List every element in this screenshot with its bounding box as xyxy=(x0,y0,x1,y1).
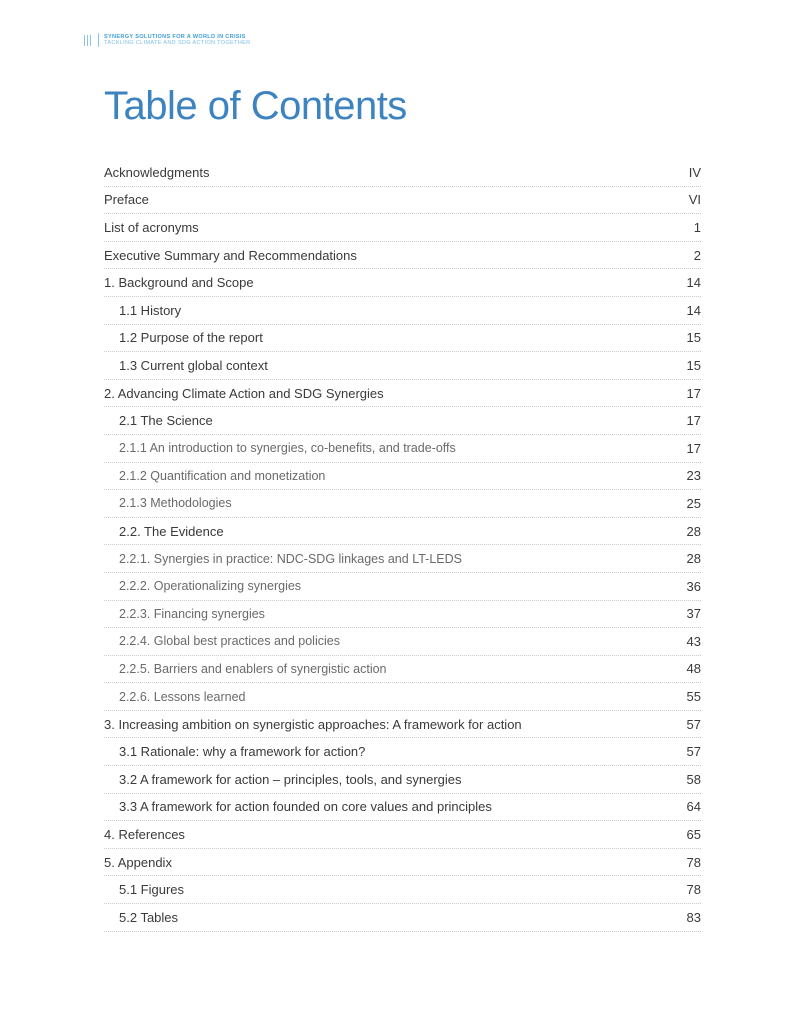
toc-entry-page-number: 28 xyxy=(686,523,701,539)
toc-entry-page-number: 57 xyxy=(686,744,701,760)
toc-entry[interactable] xyxy=(104,352,701,380)
toc-entry-page-number: 83 xyxy=(686,909,701,925)
toc-entry[interactable] xyxy=(104,876,701,904)
toc-entry[interactable] xyxy=(104,435,701,463)
toc-entry-page-number: 65 xyxy=(686,827,701,843)
toc-entry-label: Preface xyxy=(104,192,149,208)
toc-entry[interactable] xyxy=(104,821,701,849)
toc-entry-page-number: 64 xyxy=(686,799,701,815)
toc-entry-label: 2.2.4. Global best practices and policies xyxy=(119,634,340,649)
toc-entry-label: 2.2.3. Financing synergies xyxy=(119,606,265,621)
toc-entry-page-number: 43 xyxy=(686,633,701,649)
toc-entry-label: 5.1 Figures xyxy=(119,882,185,898)
toc-entry[interactable] xyxy=(104,159,701,187)
toc-entry-label: 5. Appendix xyxy=(104,854,172,870)
toc-entry-page-number: 17 xyxy=(686,385,701,401)
toc-entry[interactable] xyxy=(104,297,701,325)
toc-entry-page-number: 14 xyxy=(686,275,701,291)
toc-entry[interactable] xyxy=(104,269,701,297)
header-text xyxy=(104,34,250,46)
toc-entry[interactable] xyxy=(104,683,701,711)
toc-entry-label: 2.1.3 Methodologies xyxy=(119,496,232,511)
toc-entry-label: 3.3 A framework for action founded on core values and principles xyxy=(119,799,492,815)
header-divider xyxy=(98,33,99,47)
toc-entry[interactable] xyxy=(104,380,701,408)
toc-entry[interactable] xyxy=(104,325,701,353)
toc-entry-page-number: 15 xyxy=(686,330,701,346)
toc-entry-label: 5.2 Tables xyxy=(119,909,179,925)
toc-entry[interactable] xyxy=(104,242,701,270)
toc-entry-page-number: 15 xyxy=(686,357,701,373)
toc-entry-label: 2.1.2 Quantification and monetization xyxy=(119,468,326,483)
toc-entry-page-number: 37 xyxy=(686,606,701,622)
running-header xyxy=(84,33,250,47)
toc-entry-page-number: IV xyxy=(688,164,701,180)
toc-entry-page-number: 57 xyxy=(686,716,701,732)
toc-entry[interactable] xyxy=(104,656,701,684)
toc-entry-label: 2.1 The Science xyxy=(119,413,213,429)
toc-entry-label: 1.2 Purpose of the report xyxy=(119,330,263,346)
toc-entry-page-number: 28 xyxy=(686,551,701,567)
toc-entry[interactable] xyxy=(104,518,701,546)
toc-entry-label: 2.2.1. Synergies in practice: NDC-SDG linkages and LT-LEDS xyxy=(119,551,462,566)
toc-entry[interactable] xyxy=(104,738,701,766)
toc-entry[interactable] xyxy=(104,187,701,215)
toc-entry-page-number: 1 xyxy=(693,219,701,235)
toc-entry[interactable] xyxy=(104,904,701,932)
toc-entry-page-number: 78 xyxy=(686,882,701,898)
toc-entry-label: Executive Summary and Recommendations xyxy=(104,247,357,263)
table-of-contents xyxy=(104,159,701,932)
page-title: Table of Contents xyxy=(104,84,407,128)
toc-entry-label: 1. Background and Scope xyxy=(104,275,254,291)
toc-entry[interactable] xyxy=(104,490,701,518)
toc-entry-label: 1.3 Current global context xyxy=(119,357,268,373)
toc-entry[interactable] xyxy=(104,711,701,739)
toc-entry-page-number: 25 xyxy=(686,495,701,511)
toc-entry[interactable] xyxy=(104,794,701,822)
toc-entry-label: 4. References xyxy=(104,827,185,843)
toc-entry-page-number: 17 xyxy=(686,413,701,429)
toc-entry-label: Acknowledgments xyxy=(104,164,210,180)
toc-entry[interactable] xyxy=(104,407,701,435)
toc-entry[interactable] xyxy=(104,628,701,656)
toc-entry-page-number: 2 xyxy=(693,247,701,263)
toc-entry[interactable] xyxy=(104,463,701,491)
toc-entry-label: 1.1 History xyxy=(119,302,182,318)
toc-entry-page-number: 14 xyxy=(686,302,701,318)
toc-entry-label: List of acronyms xyxy=(104,219,199,235)
toc-entry-page-number: 17 xyxy=(686,440,701,456)
toc-entry-label: 2.2.6. Lessons learned xyxy=(119,689,246,704)
toc-entry[interactable] xyxy=(104,545,701,573)
toc-entry-label: 3.2 A framework for action – principles, tools, and synergies xyxy=(119,771,462,787)
toc-entry-label: 2. Advancing Climate Action and SDG Synergies xyxy=(104,385,384,401)
toc-entry[interactable] xyxy=(104,766,701,794)
toc-entry-label: 2.1.1 An introduction to synergies, co-benefits, and trade-offs xyxy=(119,441,456,456)
header-subtitle: TACKLING CLIMATE AND SDG ACTION TOGETHER xyxy=(104,40,251,46)
toc-entry-page-number: 78 xyxy=(686,854,701,870)
toc-entry-page-number: 55 xyxy=(686,689,701,705)
toc-entry[interactable] xyxy=(104,601,701,629)
toc-entry-label: 3. Increasing ambition on synergistic approaches: A framework for action xyxy=(104,716,522,732)
toc-entry-page-number: 23 xyxy=(686,468,701,484)
toc-entry-page-number: VI xyxy=(688,192,701,208)
toc-entry[interactable] xyxy=(104,573,701,601)
header-title: SYNERGY SOLUTIONS FOR A WORLD IN CRISIS xyxy=(104,34,246,40)
toc-entry-label: 2.2. The Evidence xyxy=(119,523,224,539)
toc-entry-page-number: 58 xyxy=(686,771,701,787)
toc-entry-label: 3.1 Rationale: why a framework for action? xyxy=(119,744,366,760)
toc-entry-label: 2.2.2. Operationalizing synergies xyxy=(119,579,302,594)
toc-entry[interactable] xyxy=(104,214,701,242)
header-bars-graphic xyxy=(84,35,91,46)
toc-entry-page-number: 36 xyxy=(686,578,701,594)
toc-entry-page-number: 48 xyxy=(686,661,701,677)
toc-entry-label: 2.2.5. Barriers and enablers of synergistic action xyxy=(119,661,387,676)
toc-entry[interactable] xyxy=(104,849,701,877)
